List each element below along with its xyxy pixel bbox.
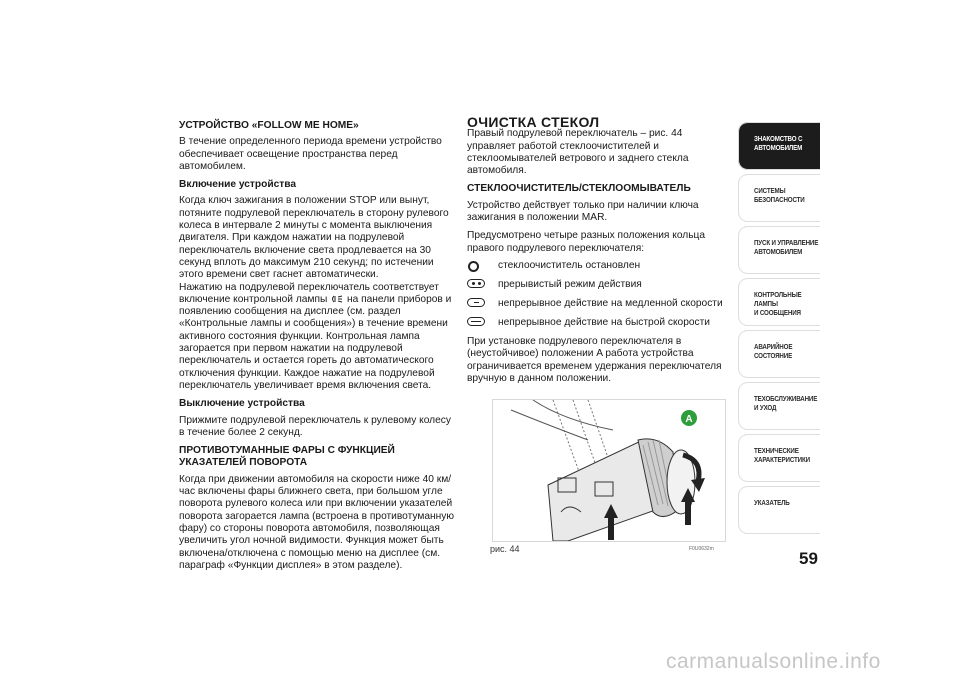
wiper-off-icon [467, 260, 487, 272]
ring-positions-intro: Предусмотрено четыре разных положения кольца правого подрулевого переключателя: [467, 230, 706, 254]
tab-label: АВАРИЙНОЕ СОСТОЯНИЕ [754, 342, 793, 360]
tab-label: ПУСК И УПРАВЛЕНИЕ АВТОМОБИЛЕМ [754, 238, 819, 256]
fast-speed-icon [467, 317, 487, 329]
position-slow-text: непрерывное действие на медленной скорости [498, 297, 723, 309]
tab-label: УКАЗАТЕЛЬ [754, 498, 790, 507]
tab-label: КОНТРОЛЬНЫЕ ЛАМПЫ И СООБЩЕНИЯ [754, 290, 802, 317]
wiper-washer-heading: СТЕКЛООЧИСТИТЕЛЬ/СТЕКЛООМЫВАТЕЛЬ [467, 183, 691, 195]
figure-code: F0U0632m [689, 546, 714, 552]
slow-speed-icon [467, 298, 487, 310]
follow-me-home-heading: УСТРОЙСТВО «FOLLOW ME HOME» [179, 120, 359, 131]
intermittent-icon [467, 279, 487, 291]
deactivation-heading: Выключение устройства [179, 398, 305, 410]
activation-heading: Включение устройства [179, 179, 297, 191]
fog-lights-heading: ПРОТИВОТУМАННЫЕ ФАРЫ С ФУНКЦИЕЙ УКАЗАТЕЛЕЙ ПОВОРОТА [179, 445, 395, 469]
figure-caption: рис. 44 [490, 544, 520, 554]
tab-warning-lights[interactable] [738, 278, 820, 326]
wiper-stalk-figure [492, 399, 726, 542]
fog-lights-text: Когда при движении автомобиля на скорости ниже 40 км/час включены фары ближнего света, при большом угле поворота рулевого колеса или при включении указателей поворота загорается лампа (встроена в противотуманную фару) со стороны поворота автомобиля, позволяющая увеличить угол ночной видимости. Функция может быть включена/отключена с помощью меню на дисплее (см. параграф «Функции дисплея» в этом разделе). [179, 473, 455, 571]
tab-emergency[interactable] [738, 330, 820, 378]
right-column [467, 116, 729, 385]
tab-maintenance[interactable] [738, 382, 820, 430]
wiper-stalk-illustration [493, 400, 725, 541]
deactivation-text: Прижмите подрулевой переключатель к рулевому колесу в течение более 2 секунд. [179, 414, 451, 438]
activation-text-2b: на панели приборов и появлению сообщения на дисплее (см. раздел «Контрольные лампы и сообщения») в течение времени активного состояния функции. Контрольная лампа загорается при первом нажатии на подрулевой переключатель и остается гореть до автоматического отключения функции. Каждое нажатие на подрулевой переключатель увеличивает время включения света. [179, 293, 452, 391]
position-a-text: При установке подрулевого переключателя в (неустойчивое) положении A работа устройства ограничивается временем удержания переключателя вручную в данном положении. [467, 335, 722, 384]
position-row-off [467, 258, 729, 274]
tab-index[interactable] [738, 486, 820, 534]
activation-text: Когда ключ зажигания в положении STOP или вынут, потяните подрулевой переключатель в сторону рулевого колеса в интервале 2 минуты с момента выключения двигателя. При каждом нажатии на подрулевой переключатель включение света продлевается на 30 секунд вплоть до максимум 210 секунд; по истечении этого времени свет гаснет автоматически. [179, 195, 449, 281]
tab-safety[interactable] [738, 174, 820, 222]
headlight-warning-icon [330, 295, 344, 303]
tab-technical[interactable] [738, 434, 820, 482]
position-intermittent-text: прерывистый режим действия [498, 278, 642, 290]
tab-label: ЗНАКОМСТВО С АВТОМОБИЛЕМ [754, 134, 803, 152]
watermark: carmanualsonline.info [666, 650, 881, 673]
section-tabs [738, 122, 820, 538]
page-number: 59 [799, 549, 818, 568]
position-row-slow [467, 296, 729, 312]
position-fast-text: непрерывное действие на быстрой скорости [498, 316, 710, 328]
follow-me-home-intro: В течение определенного периода времени устройство обеспечивает освещение пространства перед автомобилем. [179, 136, 442, 172]
wiper-ignition-text: Устройство действует только при наличии ключа зажигания в положении MAR. [467, 199, 699, 224]
position-row-intermittent [467, 277, 729, 293]
position-row-fast [467, 315, 729, 331]
position-off-text: стеклоочиститель остановлен [498, 259, 641, 271]
windscreen-cleaning-title: ОЧИСТКА СТЕКОЛ [467, 114, 600, 130]
position-a-marker: A [685, 414, 693, 425]
activation-text-2a: Нажатию на подрулевой переключатель соответствует включение контрольной лампы [179, 281, 439, 305]
tab-label: СИСТЕМЫ БЕЗОПАСНОСТИ [754, 186, 805, 204]
tab-label: ТЕХНИЧЕСКИЕ ХАРАКТЕРИСТИКИ [754, 446, 810, 464]
tab-getting-to-know[interactable] [738, 122, 820, 170]
activation-text-2 [179, 282, 459, 393]
left-column [179, 120, 459, 572]
tab-starting-driving[interactable] [738, 226, 820, 274]
windscreen-intro: Правый подрулевой переключатель – рис. 44 управляет работой стеклоочистителей и стеклоомывателей ветрового и заднего стекла автомобиля. [467, 128, 689, 177]
tab-label: ТЕХОБСЛУЖИВАНИЕ И УХОД [754, 394, 818, 412]
